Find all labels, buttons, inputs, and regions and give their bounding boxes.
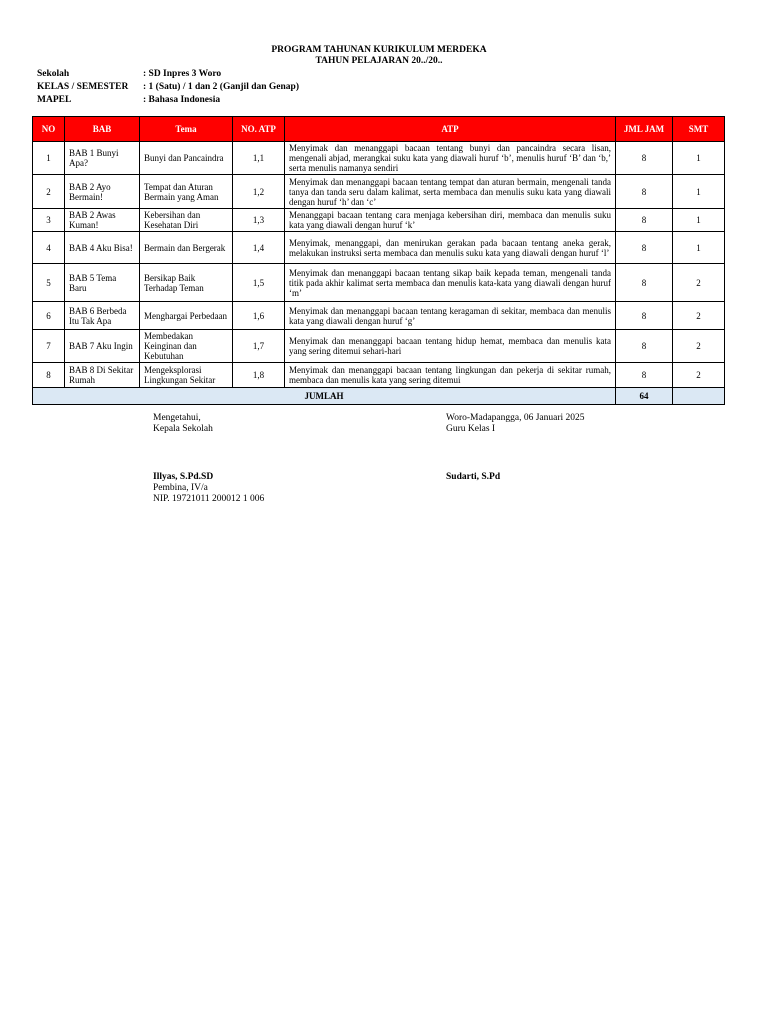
cell-tema: Bermain dan Bergerak bbox=[140, 232, 233, 264]
total-smt-empty bbox=[673, 388, 725, 405]
cell-jml-jam: 8 bbox=[616, 302, 673, 330]
table-row bbox=[33, 209, 725, 232]
cell-atp: Menyimak dan menanggapi bacaan tentang lingkungan dan pekerja di sekitar rumah, membaca dan menulis kata yang sering ditemui bbox=[285, 363, 616, 388]
cell-bab: BAB 8 Di Sekitar Rumah bbox=[65, 363, 140, 388]
cell-no: 1 bbox=[33, 142, 65, 175]
total-jml-jam: 64 bbox=[616, 388, 673, 405]
cell-no-atp: 1,8 bbox=[233, 363, 285, 388]
info-value: : SD Inpres 3 Woro bbox=[143, 69, 222, 79]
program-table bbox=[32, 116, 725, 405]
cell-no: 3 bbox=[33, 209, 65, 232]
cell-jml-jam: 8 bbox=[616, 264, 673, 302]
cell-smt: 2 bbox=[673, 302, 725, 330]
cell-smt: 2 bbox=[673, 363, 725, 388]
principal-name: Illyas, S.Pd.SD bbox=[153, 472, 214, 482]
teacher-title: Guru Kelas I bbox=[446, 424, 496, 434]
column-header-tema: Tema bbox=[140, 117, 233, 142]
table-header-row bbox=[33, 117, 725, 142]
info-value: : 1 (Satu) / 1 dan 2 (Ganjil dan Genap) bbox=[143, 82, 299, 92]
table-row bbox=[33, 302, 725, 330]
cell-atp: Menyimak dan menanggapi bacaan tentang bunyi dan pancaindra secara lisan, mengenali abjad, merangkai suku kata yang diawali huruf ‘b’, menulis huruf ‘B’ dan ‘b,’ serta menulis namanya sendiri bbox=[285, 142, 616, 175]
cell-bab: BAB 5 Tema Baru bbox=[65, 264, 140, 302]
cell-bab: BAB 6 Berbeda Itu Tak Apa bbox=[65, 302, 140, 330]
column-header-jml-jam: JML JAM bbox=[616, 117, 673, 142]
table-row bbox=[33, 142, 725, 175]
table-row bbox=[33, 232, 725, 264]
cell-atp: Menanggapi bacaan tentang cara menjaga kebersihan diri, membaca dan menulis suku kata yang diawali dengan huruf ‘k’ bbox=[285, 209, 616, 232]
cell-atp: Menyimak dan menanggapi bacaan tentang keragaman di sekitar, membaca dan menulis kata yang diawali dengan huruf ‘g’ bbox=[285, 302, 616, 330]
cell-tema: Bersikap Baik Terhadap Teman bbox=[140, 264, 233, 302]
cell-tema: Bunyi dan Pancaindra bbox=[140, 142, 233, 175]
cell-jml-jam: 8 bbox=[616, 363, 673, 388]
principal-nip: NIP. 19721011 200012 1 006 bbox=[153, 494, 265, 504]
cell-jml-jam: 8 bbox=[616, 209, 673, 232]
cell-tema: Mengeksplorasi Lingkungan Sekitar bbox=[140, 363, 233, 388]
column-header-no-atp: NO. ATP bbox=[233, 117, 285, 142]
cell-bab: BAB 2 Awas Kuman! bbox=[65, 209, 140, 232]
info-label: Sekolah bbox=[37, 69, 70, 79]
column-header-atp: ATP bbox=[285, 117, 616, 142]
principal-title: Kepala Sekolah bbox=[153, 424, 213, 434]
cell-atp: Menyimak dan menanggapi bacaan tentang sikap baik kepada teman, mengenali tanda titik pada akhir kalimat serta membaca dan menulis kata-kata yang diawali dengan huruf ‘m’ bbox=[285, 264, 616, 302]
cell-smt: 2 bbox=[673, 264, 725, 302]
column-header-bab: BAB bbox=[65, 117, 140, 142]
cell-atp: Menyimak dan menanggapi bacaan tentang hidup hemat, membaca dan menulis kata yang sering ditemui sehari-hari bbox=[285, 330, 616, 363]
cell-no-atp: 1,3 bbox=[233, 209, 285, 232]
cell-smt: 1 bbox=[673, 232, 725, 264]
cell-no-atp: 1,7 bbox=[233, 330, 285, 363]
cell-no-atp: 1,4 bbox=[233, 232, 285, 264]
cell-bab: BAB 7 Aku Ingin bbox=[65, 330, 140, 363]
info-subject bbox=[37, 94, 220, 107]
cell-tema: Tempat dan Aturan Bermain yang Aman bbox=[140, 175, 233, 209]
cell-smt: 1 bbox=[673, 175, 725, 209]
cell-no: 8 bbox=[33, 363, 65, 388]
info-class-semester bbox=[37, 81, 299, 94]
place-date: Woro-Madapangga, 06 Januari 2025 bbox=[446, 413, 585, 423]
table-row bbox=[33, 264, 725, 302]
table-row bbox=[33, 330, 725, 363]
cell-jml-jam: 8 bbox=[616, 175, 673, 209]
cell-tema: Menghargai Perbedaan bbox=[140, 302, 233, 330]
info-label: KELAS / SEMESTER bbox=[37, 82, 129, 92]
cell-no: 7 bbox=[33, 330, 65, 363]
info-label: MAPEL bbox=[37, 95, 72, 105]
table-row bbox=[33, 175, 725, 209]
teacher-name: Sudarti, S.Pd bbox=[446, 472, 501, 482]
info-school bbox=[37, 68, 221, 81]
column-header-smt: SMT bbox=[673, 117, 725, 142]
cell-atp: Menyimak dan menanggapi bacaan tentang tempat dan aturan bermain, mengenali tanda tanya dan tanda seru dalam kalimat, serta membaca dan menulis suku kata yang diawali dengan huruf ‘h’ dan ‘c’ bbox=[285, 175, 616, 209]
document-title: PROGRAM TAHUNAN KURIKULUM MERDEKA bbox=[271, 45, 487, 55]
cell-smt: 2 bbox=[673, 330, 725, 363]
total-row bbox=[33, 388, 725, 405]
cell-no-atp: 1,1 bbox=[233, 142, 285, 175]
academic-year: TAHUN PELAJARAN 20../20.. bbox=[315, 56, 443, 66]
cell-no: 2 bbox=[33, 175, 65, 209]
cell-tema: Kebersihan dan Kesehatan Diri bbox=[140, 209, 233, 232]
column-header-no: NO bbox=[33, 117, 65, 142]
principal-rank: Pembina, IV/a bbox=[153, 483, 208, 493]
info-value: : Bahasa Indonesia bbox=[143, 95, 221, 105]
acknowledged-label: Mengetahui, bbox=[153, 413, 201, 423]
cell-atp: Menyimak, menanggapi, dan menirukan gerakan pada bacaan tentang aneka gerak, melakukan instruksi serta membaca dan menulis suku kata yang diawali dengan huruf ‘l’ bbox=[285, 232, 616, 264]
table-row bbox=[33, 363, 725, 388]
cell-jml-jam: 8 bbox=[616, 142, 673, 175]
teacher-signature-block bbox=[446, 413, 585, 483]
cell-jml-jam: 8 bbox=[616, 232, 673, 264]
cell-no: 5 bbox=[33, 264, 65, 302]
principal-signature-block bbox=[153, 413, 264, 505]
cell-smt: 1 bbox=[673, 209, 725, 232]
cell-no-atp: 1,6 bbox=[233, 302, 285, 330]
total-label: JUMLAH bbox=[33, 388, 616, 405]
cell-smt: 1 bbox=[673, 142, 725, 175]
cell-no: 4 bbox=[33, 232, 65, 264]
cell-no-atp: 1,5 bbox=[233, 264, 285, 302]
cell-bab: BAB 4 Aku Bisa! bbox=[65, 232, 140, 264]
cell-tema: Membedakan Keinginan dan Kebutuhan bbox=[140, 330, 233, 363]
cell-bab: BAB 1 Bunyi Apa? bbox=[65, 142, 140, 175]
cell-jml-jam: 8 bbox=[616, 330, 673, 363]
cell-bab: BAB 2 Ayo Bermain! bbox=[65, 175, 140, 209]
cell-no-atp: 1,2 bbox=[233, 175, 285, 209]
cell-no: 6 bbox=[33, 302, 65, 330]
